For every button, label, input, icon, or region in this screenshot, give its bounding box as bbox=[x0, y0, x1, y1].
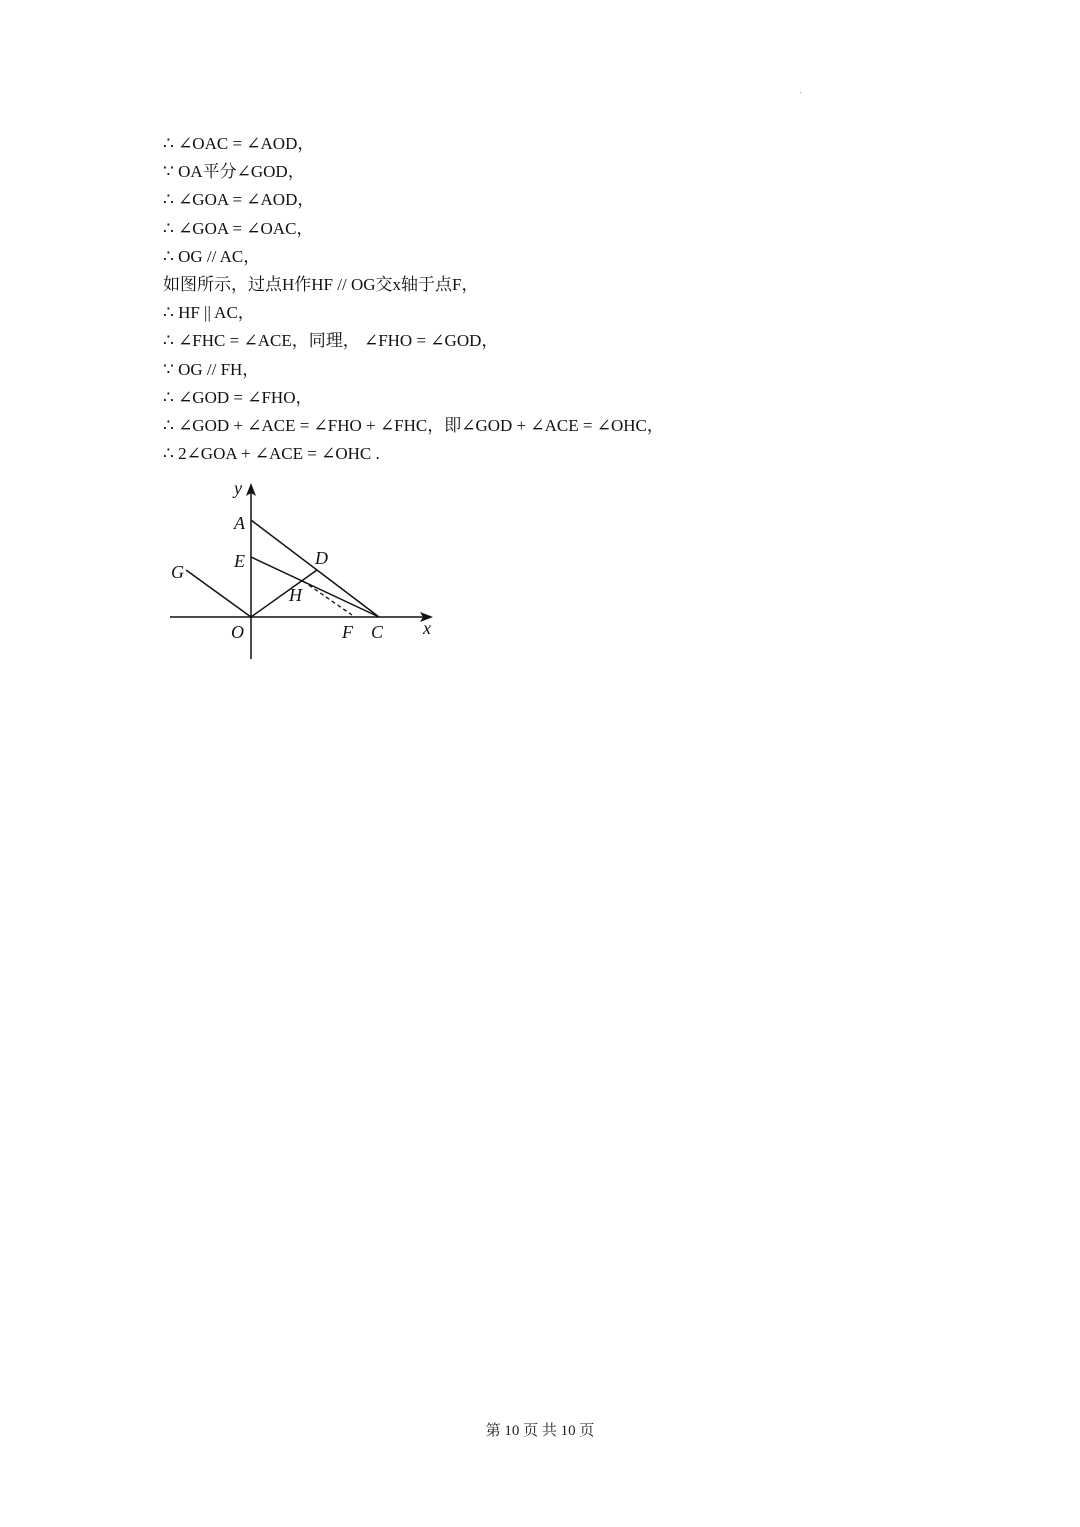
scan-dot bbox=[800, 92, 801, 93]
label-F: F bbox=[342, 622, 353, 642]
label-A: A bbox=[234, 513, 245, 533]
proof-line: 如图所示，过点H作HF // OG交x轴于点F， bbox=[163, 274, 479, 294]
proof-line: ∵ OG // FH， bbox=[163, 359, 260, 379]
segment-OD bbox=[251, 570, 317, 617]
page-footer: 第 10 页 共 10 页 bbox=[485, 1423, 595, 1439]
label-D: D bbox=[315, 548, 328, 568]
proof-line: ∴ ∠GOA = ∠OAC， bbox=[163, 218, 314, 238]
label-x: x bbox=[423, 618, 431, 638]
proof-line: ∴ ∠FHC = ∠ACE，同理， ∠FHO = ∠GOD， bbox=[163, 331, 499, 351]
proof-line: ∴ OG // AC， bbox=[163, 246, 261, 266]
label-H: H bbox=[289, 585, 302, 605]
proof-line: ∴ ∠GOD + ∠ACE = ∠FHO + ∠FHC，即∠GOD + ∠ACE = ∠OHC， bbox=[163, 415, 664, 435]
proof-line: ∴ ∠GOA = ∠AOD， bbox=[163, 190, 315, 210]
label-C: C bbox=[371, 622, 384, 642]
label-E: E bbox=[234, 551, 245, 571]
label-G: G bbox=[171, 562, 184, 582]
proof-line: ∴ ∠GOD = ∠FHO， bbox=[163, 387, 313, 407]
proof-line: ∴ ∠OAC = ∠AOD， bbox=[163, 134, 315, 153]
segment-OG bbox=[186, 570, 251, 617]
proof-line: ∵ OA平分∠GOD， bbox=[163, 162, 305, 182]
proof-line: ∴ 2∠GOA + ∠ACE = ∠OHC . bbox=[163, 444, 380, 464]
label-y: y bbox=[234, 478, 242, 498]
segment-HF-dashed bbox=[303, 581, 352, 615]
proof-text bbox=[163, 130, 863, 468]
label-O: O bbox=[231, 622, 244, 642]
geometry-figure bbox=[160, 478, 450, 668]
proof-line: ∴ HF || AC， bbox=[163, 303, 255, 323]
geometry-diagram bbox=[160, 478, 450, 668]
